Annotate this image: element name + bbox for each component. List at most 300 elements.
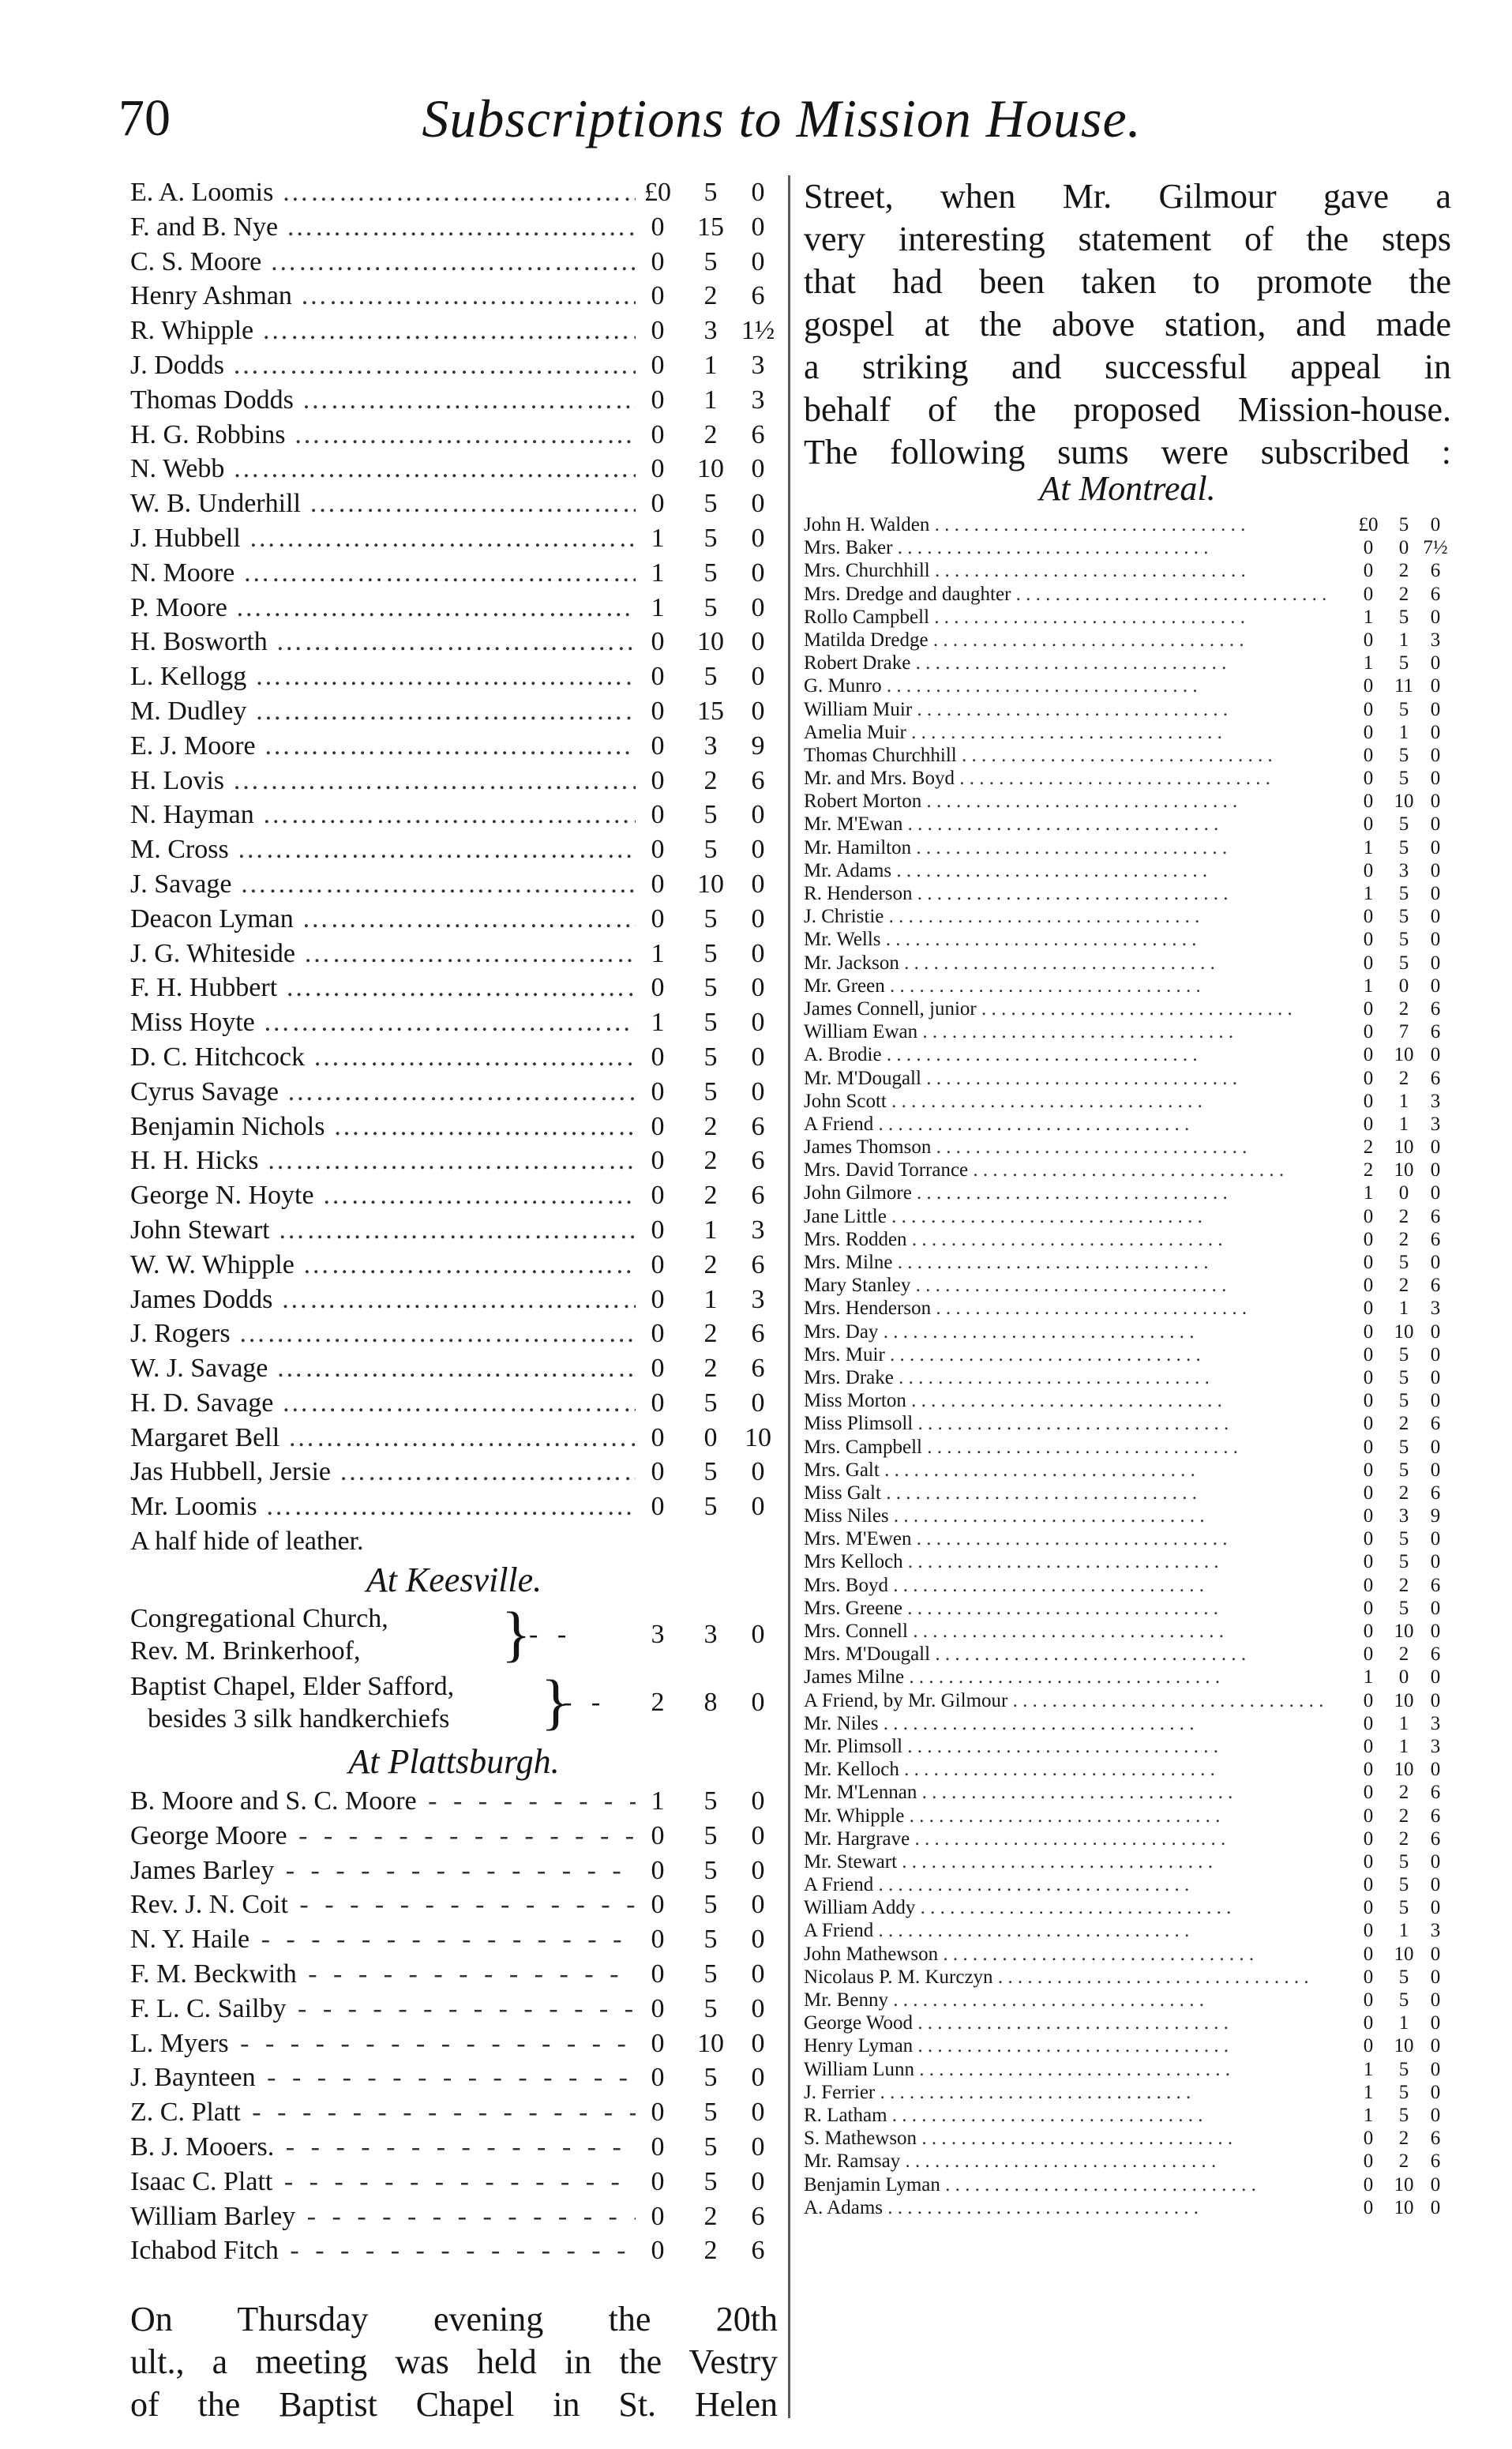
- pounds-amount: 0: [1363, 1621, 1374, 1642]
- pounds-amount: 1: [651, 592, 665, 622]
- pounds-amount: 1: [651, 938, 665, 968]
- pounds-amount: 0: [1363, 1067, 1374, 1089]
- shillings-amount: 5: [1398, 1528, 1409, 1550]
- subscription-row: [804, 859, 1451, 882]
- subscriber-name: Matilda Dredge . .: [804, 629, 1341, 652]
- pounds-amount: 2: [1363, 1136, 1374, 1159]
- subscription-row: [804, 2127, 1451, 2150]
- pence-amount: 6: [1430, 997, 1441, 1020]
- pence-amount: 3: [1430, 1712, 1441, 1734]
- subscription-row: [804, 790, 1451, 813]
- subscription-row: [804, 1712, 1451, 1735]
- shillings-amount: 5: [1398, 1850, 1409, 1872]
- pence-amount: 0: [1430, 2012, 1441, 2034]
- subscriber-name: Mrs. Rodden . .: [804, 1228, 1341, 1251]
- subscriber-name: P. Moore ………………………………………………………………………………………………: [130, 591, 636, 625]
- pence-amount: 0: [1430, 952, 1441, 974]
- subscriber-name: A Friend, by Mr. Gilmour . .: [804, 1689, 1341, 1712]
- right-column: [804, 175, 1451, 2219]
- pence-amount: 0: [1430, 1597, 1441, 1619]
- subscription-row: [130, 1992, 778, 2026]
- subscription-row: [130, 1386, 778, 1421]
- pence-amount: 0: [751, 1890, 765, 1920]
- pounds-amount: 0: [1363, 1275, 1374, 1297]
- pounds-amount: 1: [1363, 1182, 1374, 1204]
- pounds-amount: 1: [651, 558, 665, 588]
- subscriber-name: Miss Hoyte ………………………………………………………………………………………………: [130, 1005, 636, 1040]
- subscriber-name: James Dodds ………………………………………………………………………………………………: [130, 1283, 636, 1317]
- subscription-row: [130, 798, 778, 832]
- subscriber-name: R. Henderson . .: [804, 882, 1341, 905]
- shillings-amount: 5: [703, 662, 718, 692]
- subscriber-name: Rollo Campbell . .: [804, 606, 1341, 629]
- subscriber-name: Jane Little . .: [804, 1205, 1341, 1228]
- subscriber-name: F. H. Hubbert ………………………………………………………………………………………………: [130, 971, 636, 1005]
- pence-amount: 0: [1430, 2173, 1441, 2195]
- pence-amount: 3: [1430, 1735, 1441, 1757]
- pence-amount: 0: [1430, 1320, 1441, 1343]
- subscriber-name: J. Ferrier . .: [804, 2081, 1341, 2104]
- pounds-amount: 0: [1363, 813, 1374, 836]
- pounds-amount: 0: [1363, 2173, 1374, 2195]
- pounds-amount: 0: [651, 1319, 665, 1349]
- subscription-row: [804, 2150, 1451, 2173]
- shillings-amount: 5: [703, 489, 718, 519]
- shillings-amount: 0: [1398, 975, 1409, 997]
- pounds-amount: 0: [1363, 721, 1374, 743]
- subscription-row: [130, 971, 778, 1005]
- shillings-amount: 2: [703, 765, 718, 795]
- pounds-amount: 0: [1363, 1298, 1374, 1320]
- pence-amount: 0: [751, 627, 765, 657]
- subscriber-name: N. Hayman ………………………………………………………………………………………………: [130, 798, 636, 832]
- pence-amount: 3: [751, 1284, 765, 1314]
- shillings-amount: 5: [703, 1076, 718, 1106]
- subscriber-name: J. Hubbell ………………………………………………………………………………………………: [130, 521, 636, 556]
- pounds-amount: 0: [1363, 1228, 1374, 1250]
- subscriber-name: Mrs. Muir . .: [804, 1343, 1341, 1366]
- shillings-amount: 5: [703, 1959, 718, 1989]
- subscriber-name: John Mathewson . .: [804, 1943, 1341, 1966]
- pence-amount: 0: [751, 2098, 765, 2128]
- pounds-amount: 0: [651, 2236, 665, 2266]
- subscriber-name: H. H. Hicks ………………………………………………………………………………………………: [130, 1144, 636, 1178]
- subscription-row: [804, 1459, 1451, 1482]
- pounds-amount: 0: [651, 1993, 665, 2023]
- shillings-amount: 5: [703, 523, 718, 553]
- subscription-row: [130, 2130, 778, 2165]
- pence-amount: 0: [1430, 1874, 1441, 1896]
- subscriber-name: H. D. Savage ………………………………………………………………………………………………: [130, 1386, 636, 1421]
- shillings-amount: 5: [1398, 652, 1409, 674]
- subscriber-name: J. Savage ………………………………………………………………………………………………: [130, 867, 636, 902]
- shillings-amount: 5: [1398, 1390, 1409, 1412]
- subscriber-name: Mrs. Campbell . .: [804, 1436, 1341, 1459]
- pounds-amount: 0: [1363, 1413, 1374, 1435]
- subscription-row: [804, 1966, 1451, 1989]
- subscriber-name: Mr. Loomis ………………………………………………………………………………………………: [130, 1489, 636, 1524]
- subscriber-name: J. Dodds ………………………………………………………………………………………………: [130, 348, 636, 383]
- shillings-amount: 5: [703, 2132, 718, 2162]
- pounds-amount: 0: [651, 1215, 665, 1245]
- subscriber-name: Henry Lyman . .: [804, 2034, 1341, 2057]
- pence-amount: 6: [1430, 2150, 1441, 2173]
- shillings-amount: 1: [1398, 1090, 1409, 1112]
- pounds-amount: 1: [1363, 2104, 1374, 2126]
- subscription-row: [130, 383, 778, 418]
- pounds-amount: 0: [1363, 1320, 1374, 1343]
- pence-amount: 0: [751, 1786, 765, 1816]
- subscription-row: [804, 1781, 1451, 1804]
- shillings-amount: 5: [703, 1492, 718, 1522]
- subscription-row: [130, 418, 778, 453]
- shillings-amount: 2: [703, 419, 718, 449]
- page-number: 70: [118, 89, 171, 147]
- pounds-amount: 0: [1363, 1528, 1374, 1550]
- pounds-amount: 0: [651, 350, 665, 380]
- subscription-row: [130, 210, 778, 245]
- shillings-amount: 5: [1398, 2104, 1409, 2126]
- pounds-amount: 0: [651, 1042, 665, 1072]
- pounds-amount: 1: [1363, 2081, 1374, 2103]
- shillings-amount: 10: [697, 869, 724, 899]
- shillings-amount: 5: [703, 1993, 718, 2023]
- shillings-amount: 1: [1398, 1298, 1409, 1320]
- shillings-amount: 2: [703, 1319, 718, 1349]
- pounds-amount: 0: [651, 1422, 665, 1452]
- pence-amount: 0: [1430, 1528, 1441, 1550]
- pence-amount: 0: [1430, 1621, 1441, 1642]
- subscription-row: [130, 1784, 778, 1819]
- subscriber-name: R. Latham . .: [804, 2104, 1341, 2127]
- subscription-row: [130, 1819, 778, 1854]
- subscription-row: [804, 2058, 1451, 2081]
- pence-amount: 0: [1430, 1436, 1441, 1458]
- subscriber-name: Mr. Adams . .: [804, 859, 1341, 882]
- pence-amount: 6: [1430, 1067, 1441, 1089]
- subscriber-name: E. A. Loomis ………………………………………………………………………………………………: [130, 175, 636, 210]
- subscriber-name: W. J. Savage ………………………………………………………………………………………………: [130, 1351, 636, 1386]
- subscriber-name: Mr. Benny . .: [804, 1989, 1341, 2011]
- subscriber-name: Mr. Hamilton . .: [804, 836, 1341, 859]
- subscriber-name: Amelia Muir . .: [804, 721, 1341, 744]
- pence-amount: 0: [1430, 813, 1441, 836]
- subscription-row: [804, 583, 1451, 606]
- pence-amount: 0: [751, 835, 765, 865]
- subscriber-name: Mrs. Boyd . .: [804, 1574, 1341, 1597]
- shillings-amount: 2: [1398, 1413, 1409, 1435]
- pence-amount: 6: [1430, 1782, 1441, 1804]
- pounds-amount: 0: [651, 903, 665, 933]
- pence-amount: 6: [751, 1319, 765, 1349]
- shillings-amount: 2: [1398, 1643, 1409, 1666]
- subscriber-name: Cyrus Savage ………………………………………………………………………………………………: [130, 1075, 636, 1110]
- subscriber-name: John Scott . .: [804, 1090, 1341, 1113]
- pence-amount: 0: [1430, 906, 1441, 928]
- pounds-amount: 0: [1363, 1252, 1374, 1273]
- pounds-amount: 0: [651, 1249, 665, 1279]
- pence-amount: 3: [1430, 1920, 1441, 1942]
- pounds-amount: 0: [651, 316, 665, 346]
- subscription-row: [804, 1436, 1451, 1459]
- shillings-amount: 5: [1398, 906, 1409, 928]
- pence-amount: 0: [1430, 836, 1441, 858]
- subscription-row: [130, 729, 778, 764]
- subscriber-name: S. Mathewson . .: [804, 2127, 1341, 2150]
- pounds-amount: 0: [1363, 2196, 1374, 2218]
- pounds-amount: 0: [651, 454, 665, 484]
- shillings-amount: 10: [1394, 2173, 1414, 2195]
- subscription-row: [804, 1896, 1451, 1919]
- subscriber-name: Miss Galt . .: [804, 1482, 1341, 1504]
- subscriber-name: Mary Stanley . .: [804, 1274, 1341, 1297]
- pounds-amount: 0: [1363, 1759, 1374, 1781]
- subscriber-name: William Addy . .: [804, 1896, 1341, 1919]
- shillings-amount: 2: [1398, 2150, 1409, 2173]
- pence-amount: 0: [1430, 1252, 1441, 1273]
- pounds-amount: 0: [651, 1181, 665, 1211]
- subscription-row: [130, 1110, 778, 1144]
- pounds-amount: 0: [651, 731, 665, 761]
- shillings-amount: 2: [1398, 583, 1409, 605]
- subscriber-name: N. Webb ………………………………………………………………………………………………: [130, 452, 636, 486]
- shillings-amount: 10: [697, 2028, 724, 2058]
- subscriber-name: Mrs. Churchhill . .: [804, 559, 1341, 582]
- subscriber-name: M. Dudley ………………………………………………………………………………………………: [130, 694, 636, 729]
- pounds-amount: 0: [1363, 1113, 1374, 1135]
- subscriber-name: Mrs. Greene . .: [804, 1597, 1341, 1620]
- subscription-row: [804, 1850, 1451, 1873]
- pence-amount: 0: [751, 1492, 765, 1522]
- group-line: Congregational Church,: [130, 1604, 388, 1634]
- subscriber-name: Mr. Jackson . .: [804, 952, 1341, 975]
- shillings-amount: 10: [1394, 1759, 1414, 1781]
- subscription-row: [130, 1075, 778, 1110]
- pence-amount: 0: [1430, 2081, 1441, 2103]
- pence-amount: 0: [751, 696, 765, 726]
- subscription-row: [804, 1159, 1451, 1181]
- leather-note: A half hide of leather.: [130, 1527, 364, 1557]
- subscriber-name: Robert Morton . .: [804, 790, 1341, 813]
- subscriber-name: Mrs. Milne . .: [804, 1251, 1341, 1274]
- pence-amount: 0: [1430, 883, 1441, 904]
- pence-amount: 9: [1430, 1505, 1441, 1527]
- pounds-amount: 3: [651, 1620, 665, 1650]
- shillings-amount: 15: [697, 696, 724, 726]
- pounds-amount: 0: [1363, 1735, 1374, 1757]
- pence-amount: 0: [1430, 744, 1441, 766]
- pence-amount: 0: [1430, 768, 1441, 790]
- pence-amount: 6: [1430, 1021, 1441, 1043]
- subscription-row: [130, 175, 778, 210]
- pounds-amount: 0: [1363, 1390, 1374, 1412]
- subscription-row: [130, 2095, 778, 2130]
- subscriber-name: E. J. Moore ………………………………………………………………………………………………: [130, 729, 636, 764]
- subscriber-name: Mrs. Galt . .: [804, 1459, 1341, 1482]
- pence-amount: 0: [751, 523, 765, 553]
- shillings-amount: 5: [703, 558, 718, 588]
- shillings-amount: 1: [703, 1215, 718, 1245]
- pounds-amount: 0: [651, 2098, 665, 2128]
- subscription-row: [130, 867, 778, 902]
- subscription-row: [130, 1887, 778, 1922]
- subscription-row: [804, 1527, 1451, 1550]
- subscriber-name: A Friend . .: [804, 1113, 1341, 1136]
- pence-amount: 0: [1430, 1366, 1441, 1388]
- pence-amount: 0: [751, 1008, 765, 1038]
- pence-amount: 10: [745, 1422, 771, 1452]
- subscriber-name: William Ewan . .: [804, 1020, 1341, 1043]
- pence-amount: 0: [1430, 1989, 1441, 2011]
- pence-amount: 0: [751, 1688, 765, 1718]
- shillings-amount: 10: [1394, 2196, 1414, 2218]
- pounds-amount: 0: [651, 1111, 665, 1141]
- pounds-amount: 0: [1363, 1090, 1374, 1112]
- subscription-row: [130, 245, 778, 280]
- subscriber-name: Mrs. M'Dougall . .: [804, 1643, 1341, 1666]
- shillings-amount: 10: [1394, 1320, 1414, 1343]
- subscriber-name: Mrs. Drake . .: [804, 1366, 1341, 1389]
- subscriber-name: Benjamin Nichols ………………………………………………………………………………………………: [130, 1110, 636, 1144]
- subscriber-name: H. G. Robbins ………………………………………………………………………………………………: [130, 418, 636, 453]
- pounds-amount: 0: [1363, 1943, 1374, 1965]
- pence-amount: 0: [751, 869, 765, 899]
- pounds-amount: 0: [1363, 1643, 1374, 1666]
- subscription-row: [804, 1366, 1451, 1389]
- shillings-amount: 5: [1398, 1551, 1409, 1573]
- shillings-amount: 5: [703, 246, 718, 276]
- subscription-row: [804, 767, 1451, 790]
- shillings-amount: 0: [703, 1422, 718, 1452]
- shillings-amount: 5: [1398, 514, 1409, 535]
- pounds-amount: 0: [1363, 952, 1374, 974]
- shillings-amount: 5: [1398, 1343, 1409, 1365]
- shillings-amount: 0: [1398, 1666, 1409, 1688]
- pence-amount: 3: [1430, 1113, 1441, 1135]
- subscription-row: [130, 1489, 778, 1524]
- pounds-amount: 0: [651, 2063, 665, 2093]
- pence-amount: 0: [1430, 1689, 1441, 1711]
- shillings-amount: 2: [703, 1146, 718, 1176]
- pence-amount: 0: [751, 2132, 765, 2162]
- subscriber-name: Mrs. David Torrance . .: [804, 1159, 1341, 1181]
- paragraph-line: that had been taken to promote the: [804, 262, 1451, 301]
- subscriber-name: Mrs. Day . .: [804, 1320, 1341, 1343]
- subscriber-name: Mr. Stewart . .: [804, 1850, 1341, 1873]
- subscription-row: [804, 2011, 1451, 2034]
- shillings-amount: 5: [1398, 1874, 1409, 1896]
- pounds-amount: 0: [651, 973, 665, 1003]
- pence-amount: 0: [1430, 2104, 1441, 2126]
- pounds-amount: 0: [1363, 859, 1374, 881]
- shillings-amount: 5: [703, 800, 718, 830]
- pounds-amount: 0: [651, 800, 665, 830]
- shillings-amount: 5: [703, 1925, 718, 1955]
- page-header: [118, 85, 1445, 152]
- subscription-row: [804, 1043, 1451, 1066]
- pounds-amount: 1: [1363, 606, 1374, 628]
- shillings-amount: 1: [1398, 2012, 1409, 2034]
- subscriber-name: Jas Hubbell, Jersie ………………………………………………………………………………………………: [130, 1455, 636, 1489]
- subscription-row: [130, 1213, 778, 1248]
- pence-amount: 0: [1430, 1666, 1441, 1688]
- subscription-row: [130, 486, 778, 521]
- paragraph-line: a striking and successful appeal in: [804, 347, 1451, 386]
- subscription-row: [130, 521, 778, 556]
- shillings-amount: 5: [1398, 1252, 1409, 1273]
- subscriber-name: D. C. Hitchcock ………………………………………………………………………………………………: [130, 1040, 636, 1075]
- shillings-amount: 2: [1398, 1827, 1409, 1850]
- shillings-amount: 2: [703, 1354, 718, 1384]
- pounds-amount: 0: [1363, 583, 1374, 605]
- pence-amount: 0: [1430, 606, 1441, 628]
- shillings-amount: 5: [703, 2063, 718, 2093]
- pence-amount: 0: [1430, 652, 1441, 674]
- pounds-amount: 0: [651, 489, 665, 519]
- subscription-row: [130, 1005, 778, 1040]
- pence-amount: 0: [751, 1993, 765, 2023]
- pence-amount: 0: [1430, 2058, 1441, 2080]
- shillings-amount: 5: [703, 1008, 718, 1038]
- pence-amount: 0: [751, 1855, 765, 1885]
- pounds-amount: 0: [1363, 1597, 1374, 1619]
- shillings-amount: 5: [1398, 1436, 1409, 1458]
- shillings-amount: 5: [1398, 698, 1409, 720]
- subscription-row: [130, 2165, 778, 2199]
- pence-amount: 0: [751, 2166, 765, 2196]
- pounds-amount: 0: [651, 835, 665, 865]
- pence-amount: 0: [751, 938, 765, 968]
- shillings-amount: 5: [703, 2098, 718, 2128]
- shillings-amount: 10: [697, 627, 724, 657]
- pence-amount: 0: [751, 212, 765, 242]
- pounds-amount: 0: [651, 1457, 665, 1487]
- subscription-row: [804, 1412, 1451, 1435]
- left-column: [130, 175, 778, 2268]
- pounds-amount: 0: [1363, 744, 1374, 766]
- subscription-row: [804, 975, 1451, 997]
- pounds-amount: 1: [1363, 2058, 1374, 2080]
- shillings-amount: 2: [1398, 1482, 1409, 1504]
- pence-amount: 6: [751, 1111, 765, 1141]
- subscription-row: [804, 1320, 1451, 1343]
- shillings-amount: 5: [703, 1388, 718, 1418]
- pence-amount: 0: [1430, 514, 1441, 535]
- pence-amount: 3: [1430, 1090, 1441, 1112]
- subscription-row: [130, 2060, 778, 2095]
- pence-amount: 6: [1430, 1205, 1441, 1227]
- pence-amount: 0: [751, 973, 765, 1003]
- pence-amount: 6: [1430, 2128, 1441, 2150]
- pounds-amount: 0: [651, 385, 665, 415]
- subscriber-name: J. Christie . .: [804, 905, 1341, 928]
- subscriber-name: C. S. Moore ………………………………………………………………………………………………: [130, 245, 636, 280]
- subscriber-name: Nicolaus P. M. Kurczyn . .: [804, 1966, 1341, 1989]
- subscriber-name: B. J. Mooers. - - -: [130, 2130, 636, 2165]
- shillings-amount: 5: [1398, 1897, 1409, 1919]
- subscription-row: [804, 652, 1451, 674]
- shillings-amount: 5: [703, 1786, 718, 1816]
- pounds-amount: 0: [1363, 698, 1374, 720]
- pounds-amount: 0: [651, 627, 665, 657]
- subscription-row: [130, 937, 778, 971]
- pence-amount: 0: [751, 1959, 765, 1989]
- subscription-row: [804, 1389, 1451, 1412]
- brace-glyph: }: [541, 1667, 571, 1737]
- shillings-amount: 5: [703, 938, 718, 968]
- shillings-amount: 10: [697, 454, 724, 484]
- subscriber-name: L. Kellogg ………………………………………………………………………………………………: [130, 659, 636, 694]
